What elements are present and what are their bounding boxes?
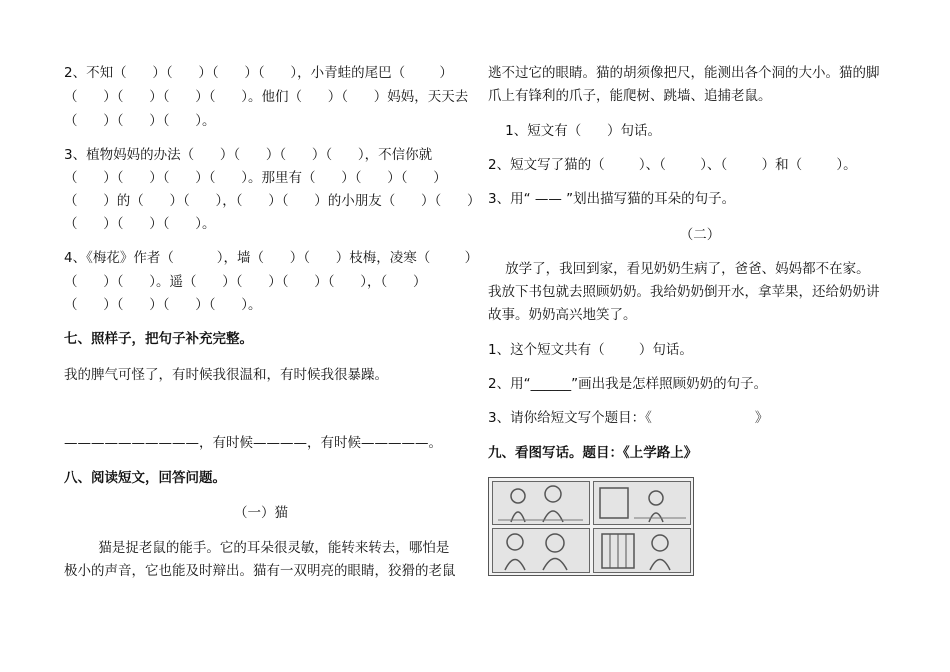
passage-2-line-3: 故事。奶奶高兴地笑了。 <box>488 307 637 323</box>
passage-1-title: （一）猫 <box>234 505 288 521</box>
q3-line-3: （ ）的（ ）（ ），（ ）（ ）的小朋友（ ）（ ） <box>64 193 481 209</box>
q2-line-3: （ ）（ ）（ ）。 <box>64 113 216 129</box>
section-8-title: 八、阅读短文，回答问题。 <box>64 470 226 486</box>
picture-panels <box>488 477 694 576</box>
section-7-blank-line: ——————————，有时候————，有时候—————。 <box>64 435 442 451</box>
section-7-example: 我的脾气可怪了，有时候我很温和，有时候我很暴躁。 <box>64 367 388 383</box>
q4-line-3: （ ）（ ）（ ）（ ）。 <box>64 297 262 313</box>
q3-line-4: （ ）（ ）（ ）。 <box>64 216 216 232</box>
passage-1-cont-line-2: 爪上有锋利的爪子，能爬树、跳墙、追捕老鼠。 <box>488 88 772 104</box>
passage-1-line-2: 极小的声音，它也能及时辩出。猫有一双明亮的眼睛，狡猾的老鼠 <box>64 563 456 579</box>
passage-2-line-2: 我放下书包就去照顾奶奶。我给奶奶倒开水，拿苹果，还给奶奶讲 <box>488 284 880 300</box>
children-sketch-icon <box>493 482 589 524</box>
passage-1-cont-line-1: 逃不过它的眼睛。猫的胡须像把尺，能测出各个洞的大小。猫的脚 <box>488 65 880 81</box>
picture-panel-3 <box>492 528 590 573</box>
path-sketch-icon <box>594 482 690 524</box>
p2-question-2: 2、用“______”画出我是怎样照顾奶奶的句子。 <box>488 376 768 392</box>
p1-question-1: 1、短文有（ ）句话。 <box>488 123 662 139</box>
p1-question-3: 3、用“ —— ”划出描写猫的耳朵的句子。 <box>488 191 736 207</box>
p2-question-3: 3、请你给短文写个题目：《 》 <box>488 410 769 426</box>
passage-2-title: （二） <box>679 227 721 243</box>
q3-line-2: （ ）（ ）（ ）（ ）。那里有（ ）（ ）（ ） <box>64 170 447 186</box>
picture-panel-4 <box>593 528 691 573</box>
p2-question-1: 1、这个短文共有（ ）句话。 <box>488 342 693 358</box>
q4-line-1: 4、《梅花》作者（ ），墙（ ）（ ）枝梅，凌寒（ ） <box>64 250 479 266</box>
q2-line-1: 2、不知（ ）（ ）（ ）（ ），小青蛙的尾巴（ ） <box>64 65 453 81</box>
q3-line-1: 3、植物妈妈的办法（ ）（ ）（ ）（ ），不信你就 <box>64 147 433 163</box>
q2-line-2: （ ）（ ）（ ）（ ）。他们（ ）（ ）妈妈，天天去 <box>64 89 469 105</box>
passage-2-line-1: 放学了，我回到家，看见奶奶生病了，爸爸、妈妈都不在家。 <box>488 261 870 277</box>
p1-question-2: 2、短文写了猫的（ ）、（ ）、（ ）和（ ）。 <box>488 157 857 173</box>
section-9-title: 九、看图写话。题目：《上学路上》 <box>488 445 698 461</box>
picture-panel-2 <box>593 481 691 525</box>
section-7-title: 七、照样子，把句子补充完整。 <box>64 331 253 347</box>
picture-panel-1 <box>492 481 590 525</box>
q4-line-2: （ ）（ ）。遥（ ）（ ）（ ）（ ），（ ） <box>64 274 427 290</box>
gate-sketch-icon <box>594 529 690 572</box>
passage-1-line-1: 猫是捉老鼠的能手。它的耳朵很灵敏，能转来转去，哪怕是 <box>64 540 450 556</box>
helping-sketch-icon <box>493 529 589 572</box>
